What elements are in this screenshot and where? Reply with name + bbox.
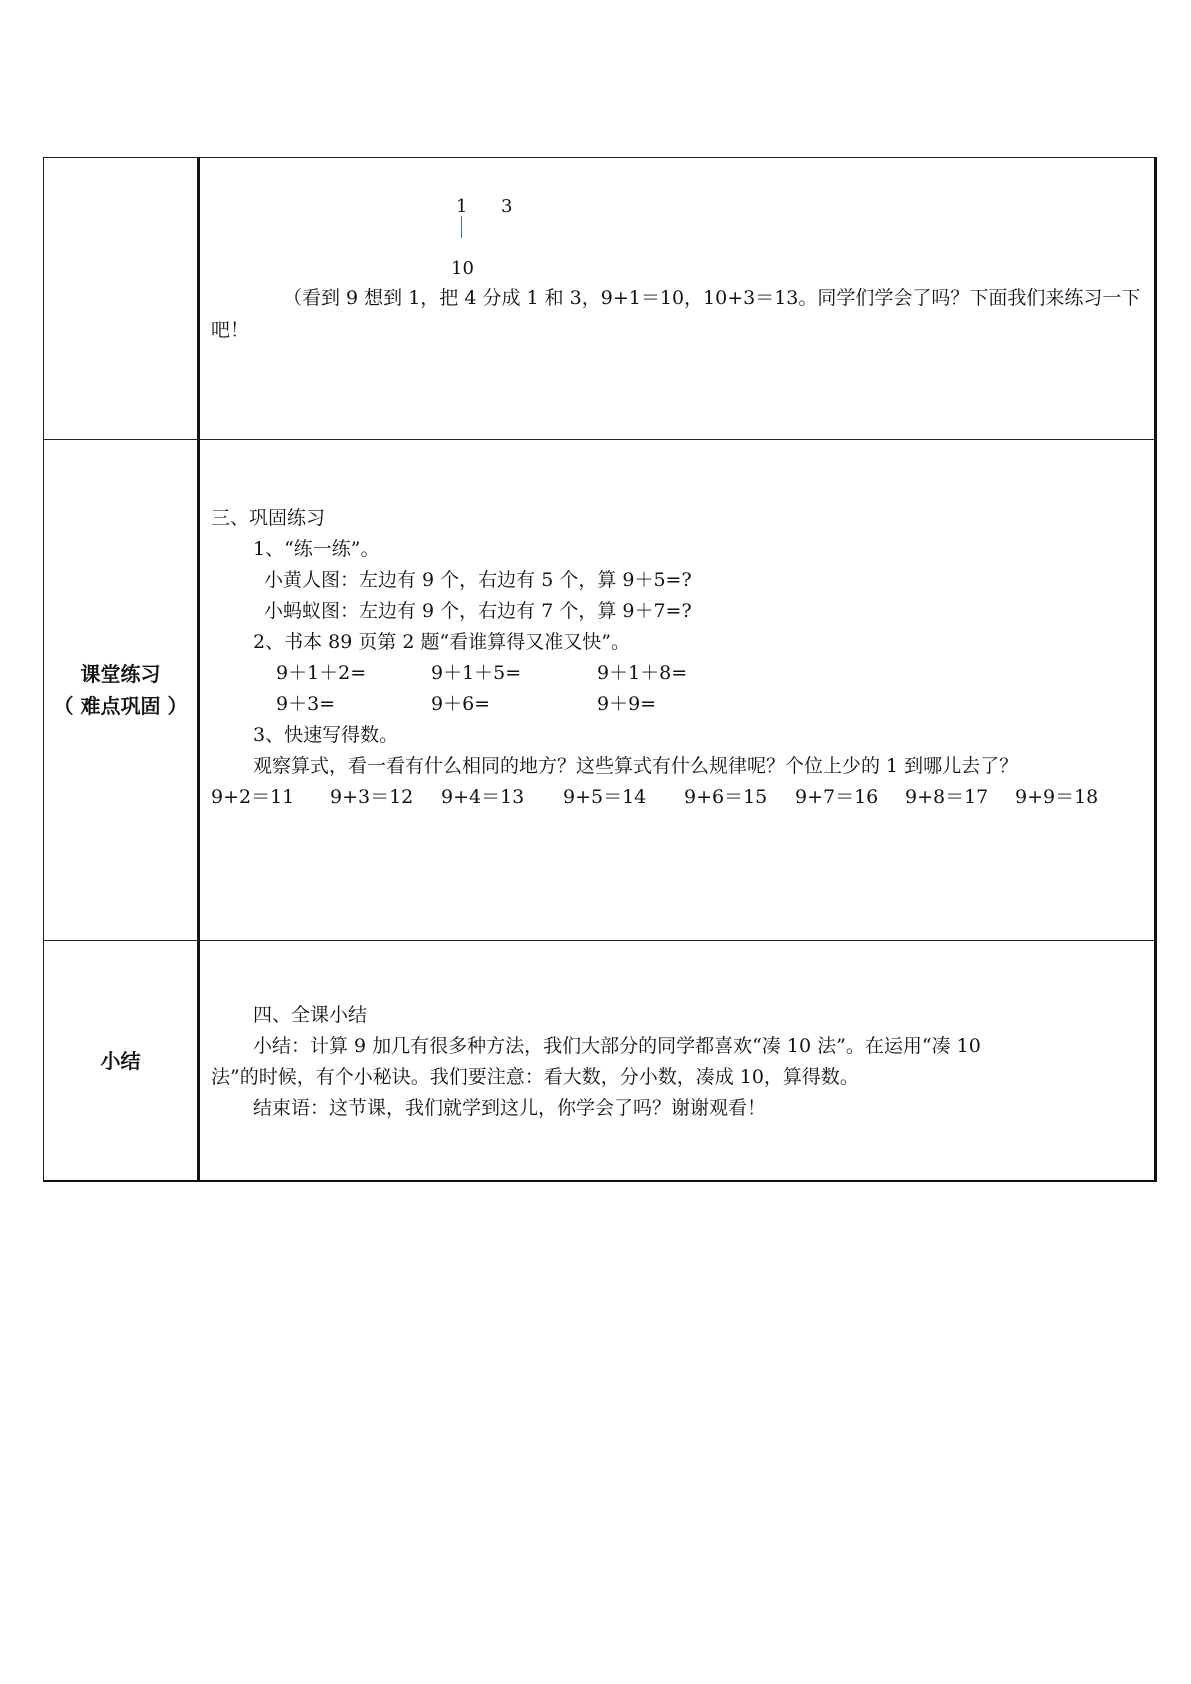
exercise-row-1 bbox=[200, 657, 1154, 689]
practice-label-line2: （ 难点巩固 ） bbox=[53, 694, 188, 718]
practice-heading: 三、巩固练习 bbox=[211, 507, 326, 529]
decomposition-connector-line bbox=[461, 216, 462, 238]
exercise-2-3: 9＋9= bbox=[597, 693, 657, 715]
exercise-1-3: 9＋1＋8= bbox=[597, 662, 688, 684]
explanation-paragraph: （看到 9 想到 1，把 4 分成 1 和 3，9+1＝10，10+3＝13。同学们学会了吗？下面我们来练习一下吧！ bbox=[211, 287, 1141, 341]
practice-item-1: 1、“练一练”。 bbox=[253, 538, 380, 560]
summary-line-1: 小结：计算 9 加几有很多种方法，我们大部分的同学都喜欢“凑 10 法”。在运用“凑 10 bbox=[253, 1035, 981, 1057]
row-label-empty bbox=[44, 158, 199, 440]
equation-6: 9+7＝16 bbox=[795, 786, 879, 808]
decomposition-bottom-number: 10 bbox=[451, 258, 474, 279]
practice-cell bbox=[199, 440, 1156, 941]
equation-8: 9+9＝18 bbox=[1015, 786, 1099, 808]
table-row-explanation bbox=[44, 158, 1156, 440]
row-label-summary: 小结 bbox=[44, 941, 199, 1182]
equation-4: 9+5＝14 bbox=[563, 786, 647, 808]
explanation-cell bbox=[199, 158, 1156, 440]
exercise-1-2: 9＋1＋5= bbox=[431, 662, 522, 684]
summary-heading: 四、全课小结 bbox=[253, 1004, 368, 1026]
equation-2: 9+3＝12 bbox=[330, 786, 414, 808]
equation-7: 9+8＝17 bbox=[905, 786, 989, 808]
row-label-practice bbox=[44, 440, 199, 941]
closing-remark: 结束语：这节课，我们就学到这儿，你学会了吗？谢谢观看！ bbox=[253, 1097, 767, 1119]
practice-item-2: 2、书本 89 页第 2 题“看谁算得又准又快”。 bbox=[253, 631, 630, 653]
summary-cell bbox=[199, 941, 1156, 1182]
equation-row bbox=[200, 781, 1154, 813]
practice-item-1b: 小蚂蚁图：左边有 9 个，右边有 7 个，算 9＋7=? bbox=[264, 600, 692, 622]
exercise-2-1: 9＋3= bbox=[276, 693, 336, 715]
practice-item-1a: 小黄人图：左边有 9 个，右边有 5 个，算 9＋5=? bbox=[264, 569, 692, 591]
lesson-plan-table bbox=[43, 157, 1157, 1182]
equation-5: 9+6＝15 bbox=[684, 786, 768, 808]
decomposition-left-number: 1 bbox=[456, 196, 468, 217]
equation-3: 9+4＝13 bbox=[441, 786, 525, 808]
summary-line-2: 法”的时候，有个小秘诀。我们要注意：看大数，分小数，凑成 10，算得数。 bbox=[211, 1066, 859, 1088]
table-row-practice bbox=[44, 440, 1156, 941]
exercise-1-1: 9＋1＋2= bbox=[276, 662, 367, 684]
table-row-summary bbox=[44, 941, 1156, 1182]
practice-label-line1: 课堂练习 bbox=[80, 662, 161, 686]
practice-item-3: 3、快速写得数。 bbox=[253, 724, 399, 746]
decomposition-right-number: 3 bbox=[501, 196, 513, 217]
equation-1: 9+2＝11 bbox=[211, 786, 295, 808]
exercise-2-2: 9＋6= bbox=[431, 693, 491, 715]
exercise-row-2 bbox=[200, 688, 1154, 720]
practice-item-3-question: 观察算式，看一看有什么相同的地方？这些算式有什么规律呢？个位上少的 1 到哪儿去了？ bbox=[253, 755, 1019, 777]
